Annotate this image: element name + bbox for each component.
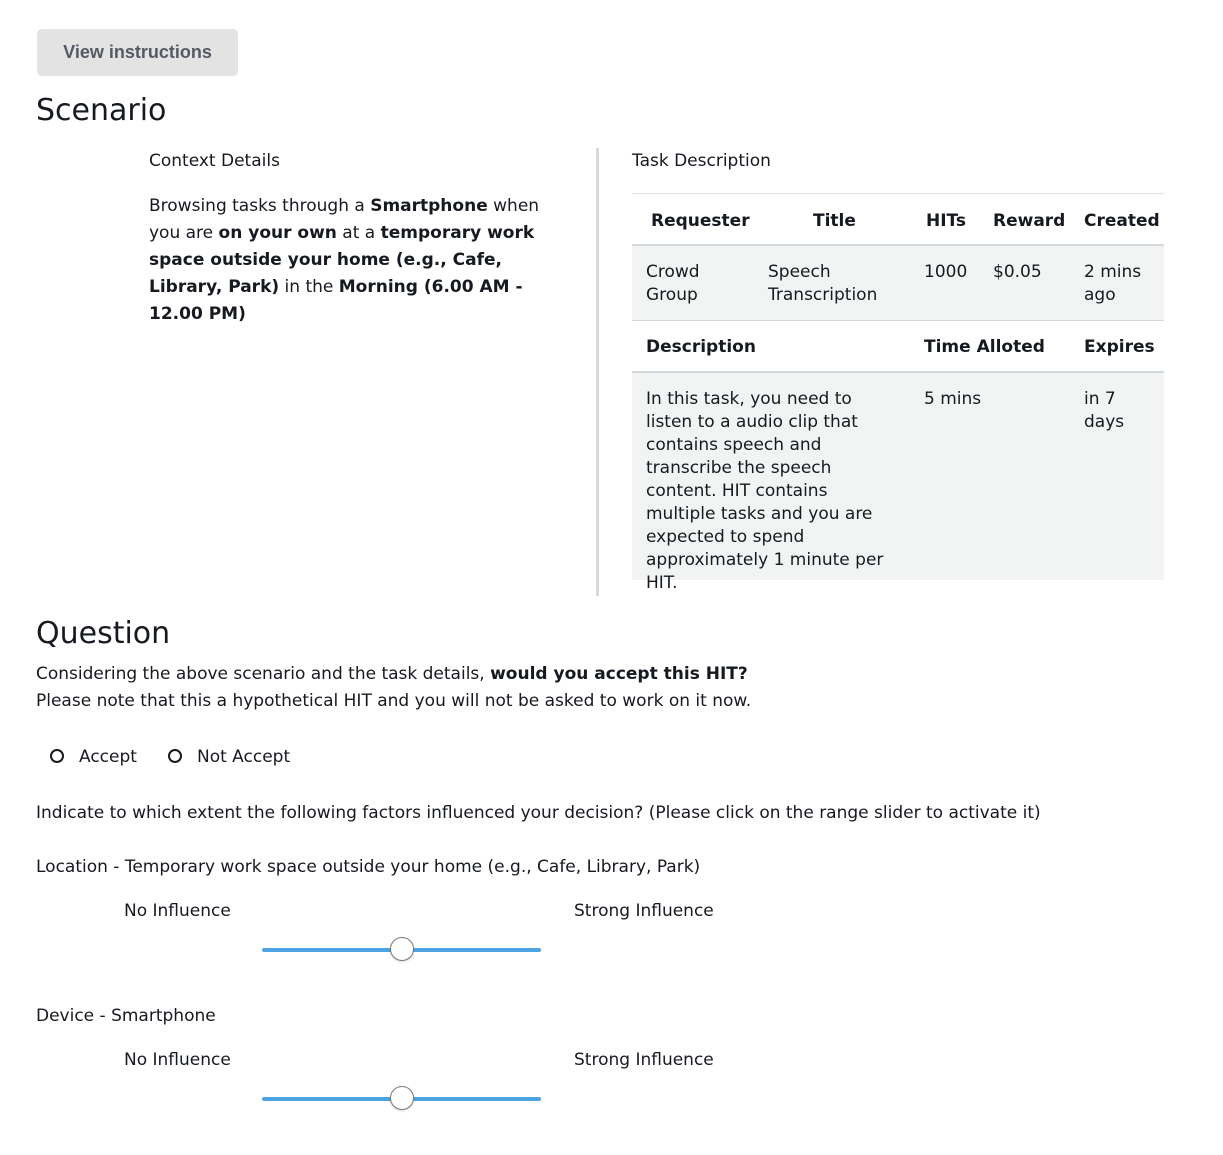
- context-plain-text: Browsing tasks through a: [149, 196, 371, 216]
- question-prompt-bold: would you accept this HIT?: [490, 664, 748, 684]
- slider-device-max-label: Strong Influence: [574, 1050, 714, 1070]
- header-title: Title: [813, 211, 856, 231]
- question-note: Please note that this a hypothetical HIT and you will not be asked to work on it now.: [36, 691, 752, 711]
- question-title: Question: [36, 616, 171, 651]
- radio-circle-icon[interactable]: [50, 749, 64, 763]
- slider-device-min-label: No Influence: [124, 1050, 231, 1070]
- header-expires: Expires: [1084, 337, 1155, 357]
- context-bold-text: Smartphone: [370, 196, 488, 216]
- task-table-header-row: [632, 193, 1164, 246]
- factors-prompt: Indicate to which extent the following factors influenced your decision? (Please click on the range slider to activate it): [36, 803, 1041, 823]
- slider-location-max-label: Strong Influence: [574, 901, 714, 921]
- slider-thumb[interactable]: [390, 1086, 414, 1110]
- context-bold-text: temporary work space outside your home (e.g., Cafe, Library, Park): [149, 223, 535, 297]
- view-instructions-button[interactable]: View instructions: [37, 29, 238, 76]
- slider-location-min-label: No Influence: [124, 901, 231, 921]
- not-accept-radio-label: Not Accept: [197, 747, 291, 767]
- header-description: Description: [646, 337, 756, 357]
- cell-description: In this task, you need to listen to a audio clip that contains speech and transcribe the speech content. HIT contains multiple tasks and you are expected to spend approximately 1 minute per HIT.: [646, 389, 884, 593]
- task-table-row: [632, 246, 1164, 321]
- question-prompt-plain: Considering the above scenario and the task details,: [36, 664, 491, 684]
- context-bold-text: Morning (6.00 AM - 12.00 PM): [149, 277, 523, 324]
- context-details-text: [149, 193, 559, 328]
- header-time-alloted: Time Alloted: [924, 337, 1045, 357]
- slider-location-label: Location - Temporary work space outside your home (e.g., Cafe, Library, Park): [36, 857, 701, 877]
- slider-device-label: Device - Smartphone: [36, 1006, 216, 1026]
- cell-requester: Crowd Group: [646, 262, 700, 305]
- header-created: Created: [1084, 211, 1160, 231]
- context-plain-text: at a: [336, 223, 381, 243]
- question-prompt: [36, 661, 748, 688]
- cell-expires: in 7 days: [1084, 389, 1125, 432]
- task-table-header-row-2: [632, 321, 1164, 373]
- task-table: [632, 193, 1164, 593]
- slider-thumb[interactable]: [390, 937, 414, 961]
- cell-time-alloted: 5 mins: [924, 389, 982, 409]
- accept-radio-label: Accept: [79, 747, 137, 767]
- scenario-title: Scenario: [36, 93, 167, 128]
- header-hits: HITs: [926, 211, 967, 231]
- device-influence-slider[interactable]: [262, 1097, 541, 1101]
- context-plain-text: in the: [279, 277, 339, 297]
- context-details-label: Context Details: [149, 151, 280, 171]
- task-description-label: Task Description: [632, 151, 771, 171]
- radio-circle-icon[interactable]: [168, 749, 182, 763]
- section-divider: [596, 148, 599, 596]
- context-bold-text: on your own: [218, 223, 337, 243]
- task-table-row-2: [632, 373, 1164, 593]
- cell-hits: 1000: [924, 262, 968, 282]
- cell-created: 2 mins ago: [1084, 262, 1142, 305]
- cell-title: Speech Transcription: [768, 262, 878, 305]
- cell-reward: $0.05: [993, 262, 1042, 282]
- header-requester: Requester: [651, 211, 750, 231]
- header-reward: Reward: [993, 211, 1066, 231]
- location-influence-slider[interactable]: [262, 948, 541, 952]
- context-plain-text: when you are: [149, 196, 540, 243]
